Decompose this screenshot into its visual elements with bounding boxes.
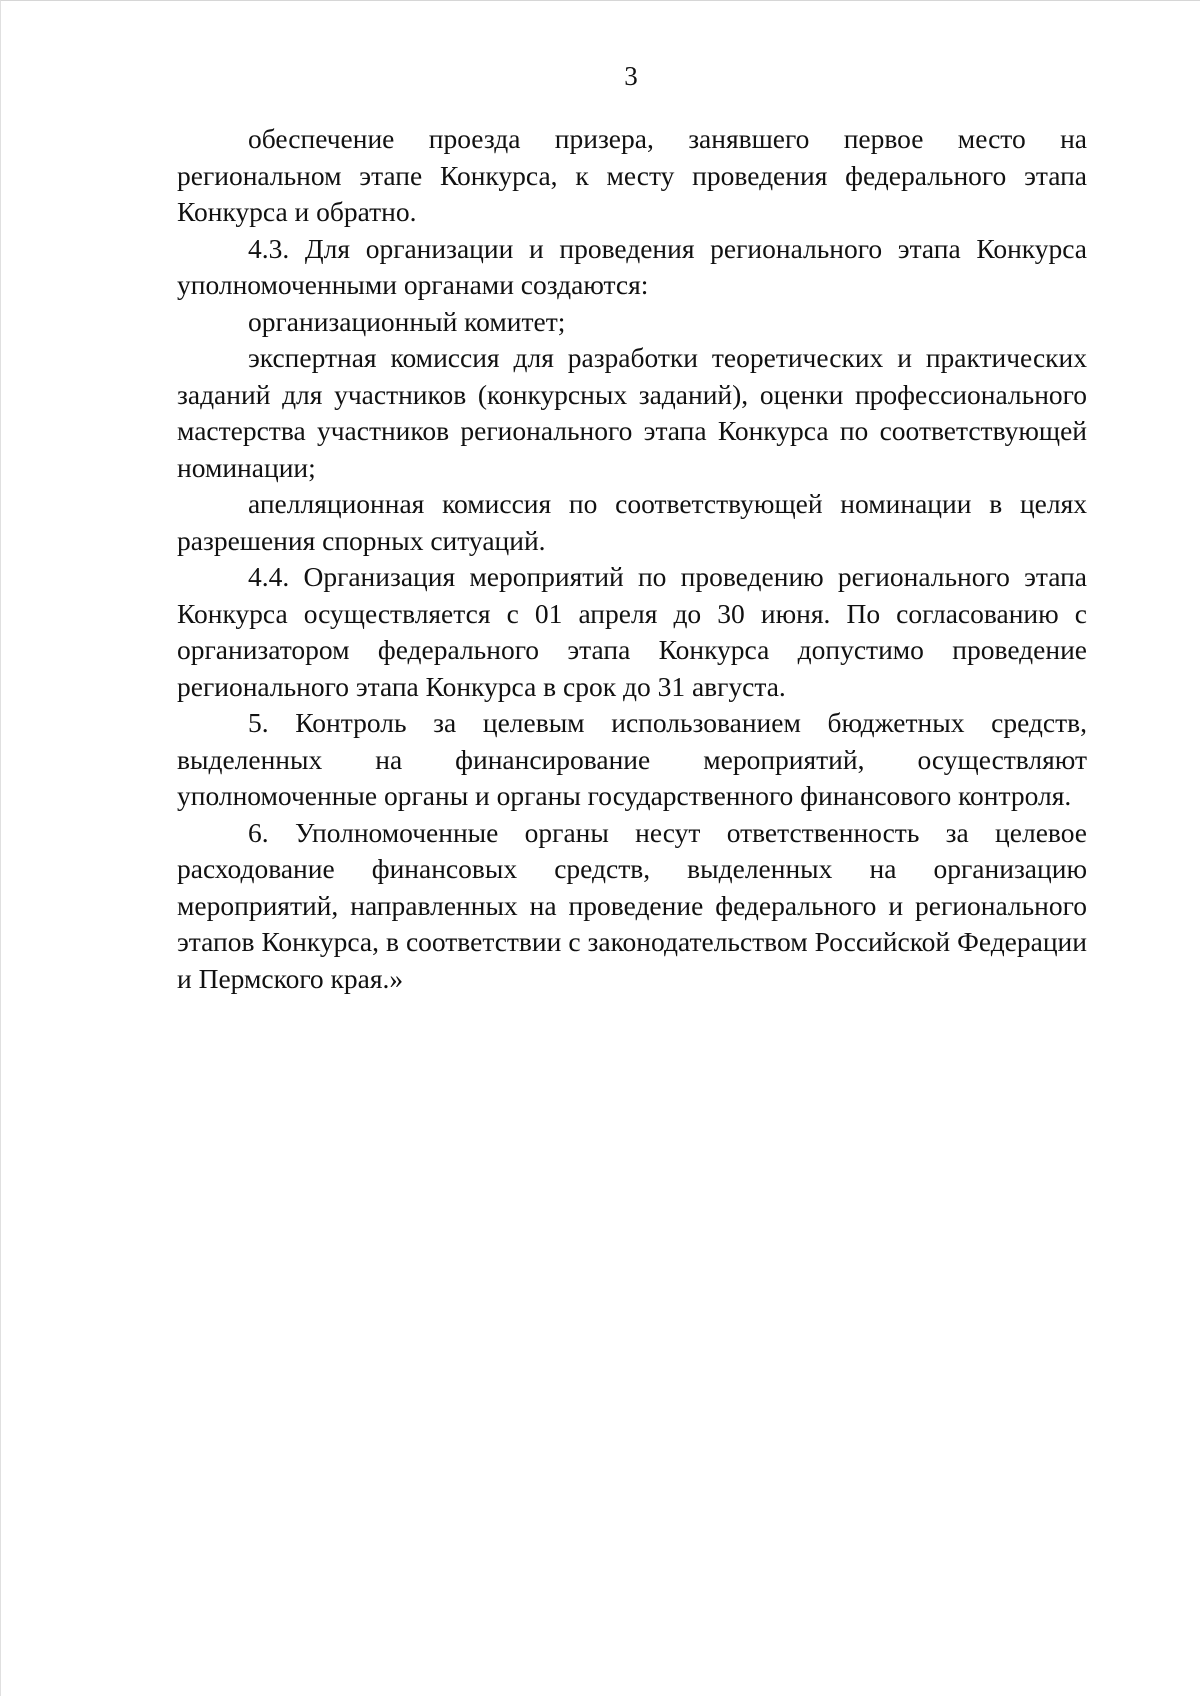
- paragraph-6: 6. Уполномоченные органы несут ответственность за целевое расходование финансовых средств, выделенных на организацию мероприятий, направленных на проведение федерального и регионального этапов Конкурса, в соответствии с законодательством Российской Федерации и Пермского края.»: [177, 816, 1087, 994]
- paragraph-4-4: 4.4. Организация мероприятий по проведению регионального этапа Конкурса осуществляется с 01 апреля до 30 июня. По согласованию с организатором федерального этапа Конкурса допустимо проведение регионального этапа Конкурса в срок до 31 августа.: [177, 561, 1087, 702]
- document-body: [177, 121, 1087, 997]
- page-number: 3: [624, 61, 638, 91]
- paragraph-5: 5. Контроль за целевым использованием бюджетных средств, выделенных на финансирование мероприятий, осуществляют уполномоченные органы и органы государственного финансового контроля.: [177, 707, 1087, 811]
- paragraph-org-committee: организационный комитет;: [248, 305, 566, 337]
- paragraph-travel-provision: обеспечение проезда призера, занявшего первое место на региональном этапе Конкурса, к месту проведения федерального этапа Конкурса и обратно.: [177, 123, 1087, 227]
- paragraph-expert-commission: экспертная комиссия для разработки теоретических и практических заданий для участников (конкурсных заданий), оценки профессионального мастерства участников регионального этапа Конкурса по соответствующей номинации;: [177, 342, 1087, 483]
- paragraph-4-3: 4.3. Для организации и проведения регионального этапа Конкурса уполномоченными органами создаются:: [177, 232, 1087, 300]
- paragraph-appeal-commission: апелляционная комиссия по соответствующей номинации в целях разрешения спорных ситуаций.: [177, 488, 1087, 556]
